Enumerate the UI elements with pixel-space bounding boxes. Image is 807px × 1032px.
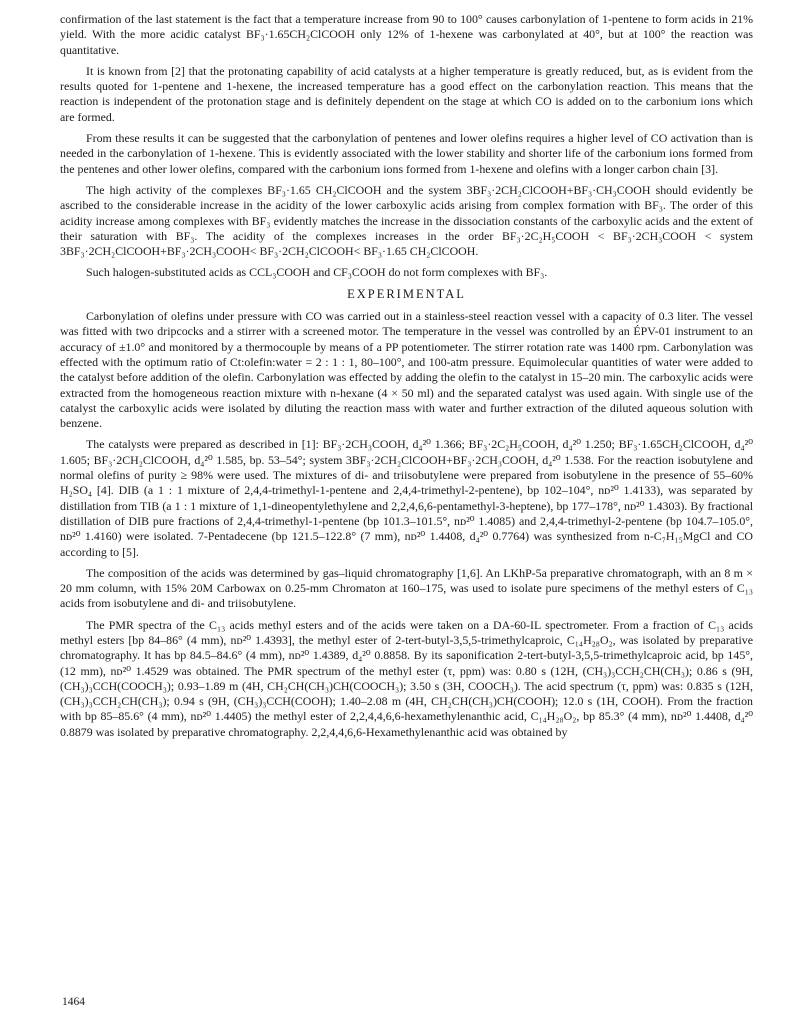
- section-heading: EXPERIMENTAL: [347, 286, 466, 301]
- paragraph-catalysts: The catalysts were prepared as described in [1]: BF₃·2CH₃COOH, d₄²⁰ 1.366; BF₃·2C₂H₅COOH, d₄²⁰ 1.250; BF₃·1.65CH₂ClCOOH, d₄²⁰ 1.605; BF₃·2CH₂ClCOOH, d₄²⁰ 1.585, bp. 53–54°; system 3BF₃·2CH₂ClCOOH+BF₃·2CH₃COOH, d₄²⁰ 1.538. For the reaction isobutylene and normal olefins of purity ≥ 98% were used. The mixtures of di- and triisobutylene were prepared from isobutylene in the presence of 55–60% H₂SO₄ [4]. DIB (a 1 : 1 mixture of 2,4,4-trimethyl-1-pentene and 2,4,4-trimethyl-2-pentene), bp 102–104°, nᴅ²⁰ 1.4133), was separated by distillation from TIB (a 1 : 1 mixture of 1,1-dineopentylethylene and 2,2,4,6,6-pentamethyl-3-heptene), bp 177–178°, nᴅ²⁰ 1.4303). By fractional distillation of DIB pure fractions of 2,4,4-trimethyl-1-pentene (bp 101.3–101.5°, nᴅ²⁰ 1.4085) and 2,4,4-trimethyl-2-pentene (bp 104.7–105.0°, nᴅ²⁰ 1.4160) were isolated. 7-Pentadecene (bp 121.5–122.8° (7 mm), nᴅ²⁰ 1.4408, d₄²⁰ 0.7764) was synthesized from n-C₇H₁₅MgCl and CO according to [5].: [60, 437, 753, 559]
- paragraph-halogen-acids: Such halogen-substituted acids as CCL₃COOH and CF₃COOH do not form complexes with BF₃.: [86, 265, 548, 280]
- paragraph-complex-activity: The high activity of the complexes BF₃·1.65 CH₂ClCOOH and the system 3BF₃·2CH₂ClCOOH+BF₃·CH₃COOH should evidently be ascribed to the considerable increase in the acidity of the lower carboxylic acids arising from complex formation with BF₃. The order of this acidity increase among complexes with BF₃ evidently matches the increase in the dissociation constants of the carboxylic acids and the extent of their saturation with BF₃. The acidity of the complexes increases in the order BF₃·2C₂H₅COOH < BF₃·2CH₃COOH < system 3BF₃·2CH₂ClCOOH+BF₃·2CH₃COOH< BF₃·2CH₂ClCOOH< BF₃·1.65 CH₂ClCOOH.: [60, 182, 753, 259]
- paragraph-pmr-spectra: The PMR spectra of the C₁₃ acids methyl esters and of the acids were taken on a DA-60-IL spectrometer. From a fraction of C₁₃ acids methyl esters [bp 84–86° (4 mm), nᴅ²⁰ 1.4393], the methyl ester of 2-tert-butyl-3,5,5-trimethylcaproic, C₁₄H₂₈O₂, was isolated by preparative chromatography. It has bp 84.5–84.6° (4 mm), nᴅ²⁰ 1.4389, d₄²⁰ 0.8858. By its saponification 2-tert-butyl-3,5,5-trimethylcaproic acid, bp 145°, (12 mm), nᴅ²⁰ 1.4529 was obtained. The PMR spectrum of the methyl ester (τ, ppm) was: 0.80 s (12H, (CH₃)₃CCH₂CH(CH₃); 0.86 s (9H, (CH₃)₃CCH(COOCH₃); 0.93–1.89 m (4H, CH₂CH(CH₃)CH(COOCH₃); 3.50 s (3H, COOCH₃). The acid spectrum (τ, ppm) was: 0.835 s (12H, (CH₃)₃CCH₂CH(CH₃); 0.94 s (9H, (CH₃)₃CCH(COOH); 1.40–2.08 m (4H, CH₂CH(CH₃)CH(COOH); 12.0 s (1H, COOH). From the fraction with bp 85–85.6° (4 mm), nᴅ²⁰ 1.4405) the methyl ester of 2,2,4,4,6,6-hexamethylenanthic acid, C₁₄H₂₈O₂, bp 85.3° (4 mm), nᴅ²⁰ 1.4408, d₄²⁰ 0.8879 was isolated by preparative chromatography. 2,2,4,4,6,6-Hexamethylenanthic acid was obtained by: [60, 617, 753, 739]
- paragraph-co-activation: From these results it can be suggested that the carbonylation of pentenes and lower olefins requires a higher level of CO activation than is needed in the carbonylation of 1-hexene. This is evidently associated with the lower stability and shorter life of the carbonium ions formed from the pentenes and other lower olefins, compared with the carbonium ions formed from 1-hexene and olefins with a longer carbon chain [3].: [60, 131, 753, 176]
- paragraph-composition: The composition of the acids was determined by gas–liquid chromatography [1,6]. An LKhP-5a preparative chromatograph, with an 8 m × 20 mm column, with 15% 20M Carbowax on 0.25-mm Chromaton at 160–175, was used to isolate pure specimens of the methyl esters of C₁₃ acids from isobutylene and di- and triisobutylene.: [60, 565, 753, 611]
- paragraph-continuation: confirmation of the last statement is the fact that a temperature increase from 90 to 100° causes carbonylation of 1-pentene to form acids in 21% yield. With the more acidic catalyst BF₃·1.65CH₂ClCOOH only 12% of 1-hexene was carbonylated at 40°, but at 100° the reaction was quantitative.: [60, 12, 753, 57]
- paragraph-protonation: It is known from [2] that the protonating capability of acid catalysts at a higher temperature is greatly reduced, but, as is evident from the results quoted for 1-pentene and 1-hexene, the increased temperature has a good effect on the carbonylation reaction. This means that the reaction is independent of the protonation stage and is definitely dependent on the stage at which CO is added on to the carbonium ions which are formed.: [60, 63, 753, 124]
- paragraph-carbonylation-method: Carbonylation of olefins under pressure with CO was carried out in a stainless-steel reaction vessel with a capacity of 0.3 liter. The vessel was fitted with two dripcocks and a stirrer with a screened motor. The temperature in the vessel was controlled by an ÉPV-01 instrument to an accuracy of ±1.0° and monitored by a thermocouple by means of a PP potentiometer. The stirrer rotation rate was 1400 rpm. Carbonylation was effected with the optimum ratio of Ct:olefin:water = 2 : 1 : 1, 80–100°, and 100-atm pressure. Equimolecular quantities of water were added to the catalyst before addition of the olefin. Carbonylation was effected by adding the olefin to the catalyst in 15–20 min. The carboxylic acids were extracted from the homogeneous reaction mixture with n-hexane (4 × 50 ml) and the separated catalyst was used again. With single use of the catalyst the carboxylic acids were isolated by diluting the reaction mass with water and further extraction of the diluted aqueous solution with benzene.: [60, 309, 753, 431]
- page-number: 1464: [62, 996, 85, 1008]
- page-body: [60, 12, 753, 746]
